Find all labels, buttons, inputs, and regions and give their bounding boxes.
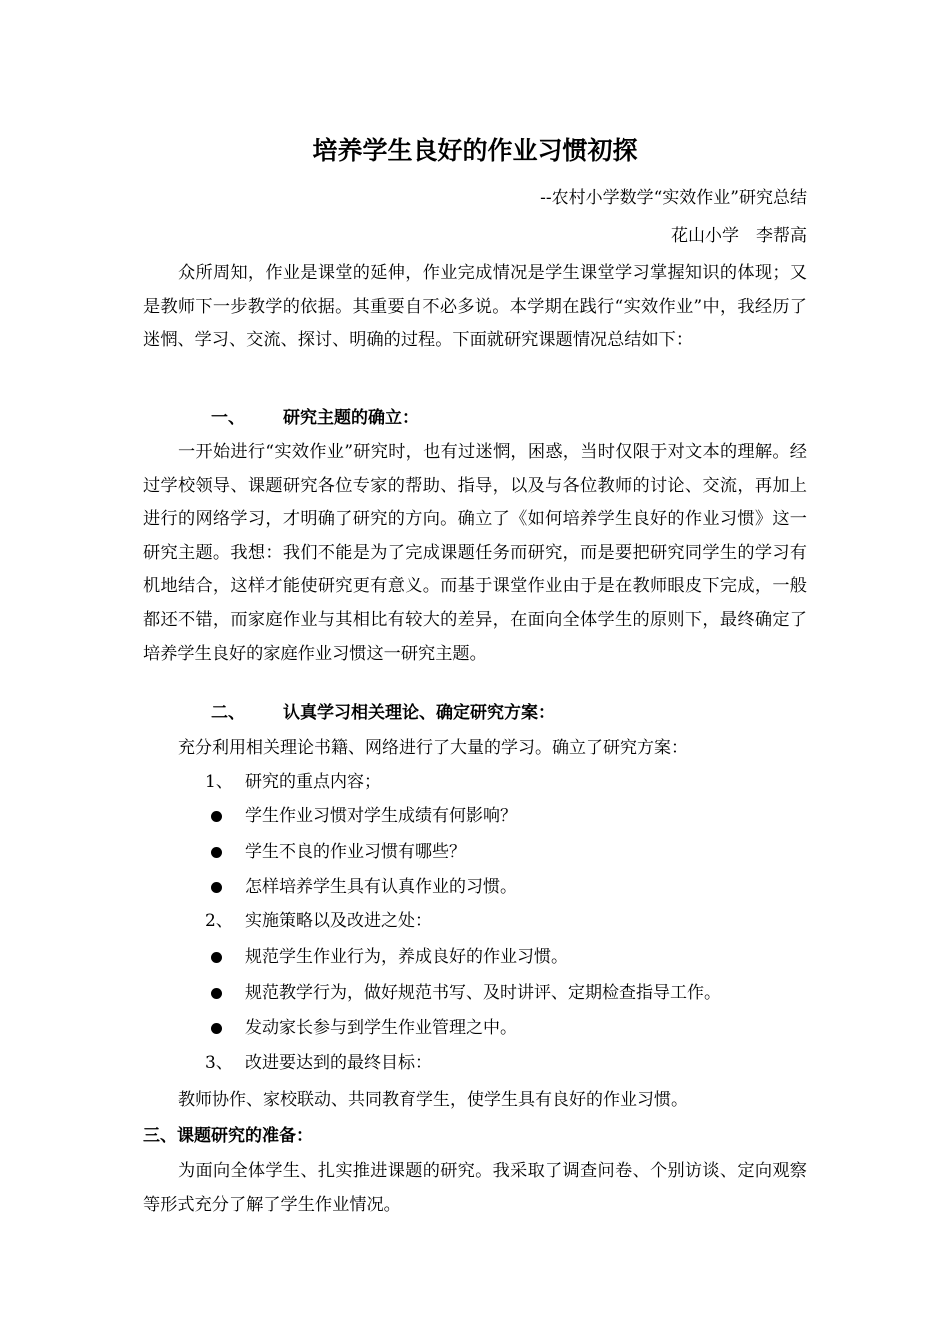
intro-paragraph: 众所周知，作业是课堂的延伸，作业完成情况是学生课堂学习掌握知识的体现；又是教师下一步教学的依据。其重要自不必多说。本学期在践行“实效作业”中，我经历了迷惘、学习、交流、探讨、明确的过程。下面就研究课题情况总结如下： (143, 263, 807, 351)
list-item-3-number: 3、 (205, 1053, 233, 1073)
bullet-text: 规范学生作业行为，养成良好的作业习惯。 (245, 947, 568, 967)
bullet-dot-icon (211, 847, 222, 858)
list-item-3-text: 改进要达到的最终目标： (245, 1053, 432, 1073)
document-subtitle: --农村小学数学“实效作业”研究总结 (540, 188, 807, 208)
bullet-dot-icon (211, 882, 222, 893)
section-2-heading (211, 700, 555, 726)
bullet-text: 学生作业习惯对学生成绩有何影响？ (245, 806, 517, 826)
section-1-heading (211, 405, 419, 431)
list-item-2-text: 实施策略以及改进之处： (245, 911, 432, 931)
section-1-title: 研究主题的确立： (283, 408, 419, 428)
bullet-text: 规范教学行为，做好规范书写、及时讲评、定期检查指导工作。 (245, 983, 721, 1003)
section-2-number: 二、 (211, 703, 245, 723)
bullet-dot-icon (211, 952, 222, 963)
section-3-paragraph: 为面向全体学生、扎实推进课题的研究。我采取了调查问卷、个别访谈、定向观察等形式充分了解了学生作业情况。 (143, 1161, 807, 1215)
bullet-text: 怎样培养学生具有认真作业的习惯。 (245, 877, 517, 897)
bullet-dot-icon (211, 988, 222, 999)
section-2-title: 认真学习相关理论、确定研究方案： (283, 703, 555, 723)
section-1-number: 一、 (211, 408, 245, 428)
list-item-2-number: 2、 (205, 911, 233, 931)
section-3-heading: 三、课题研究的准备： (143, 1126, 313, 1146)
section-1-paragraph: 一开始进行“实效作业”研究时，也有过迷惘，困惑，当时仅限于对文本的理解。经过学校领导、课题研究各位专家的帮助、指导，以及与各位教师的讨论、交流，再加上进行的网络学习，才明确了研究的方向。确立了《如何培养学生良好的作业习惯》这一研究主题。我想：我们不能是为了完成课题任务而研究，而是要把研究同学生的学习有机地结合，这样才能使研究更有意义。而基于课堂作业由于是在教师眼皮下完成，一般都还不错，而家庭作业与其相比有较大的差异，在面向全体学生的原则下，最终确定了培养学生良好的家庭作业习惯这一研究主题。 (143, 442, 807, 664)
section-2-intro: 充分利用相关理论书籍、网络进行了大量的学习。确立了研究方案： (178, 738, 688, 758)
bullet-text: 学生不良的作业习惯有哪些？ (245, 842, 466, 862)
bullet-dot-icon (211, 1023, 222, 1034)
bullet-text: 发动家长参与到学生作业管理之中。 (245, 1018, 517, 1038)
document-title: 培养学生良好的作业习惯初探 (312, 136, 638, 165)
author-line: 花山小学 李帮高 (671, 226, 807, 246)
list-item-1-text: 研究的重点内容； (245, 772, 381, 792)
bullet-dot-icon (211, 811, 222, 822)
goal-paragraph: 教师协作、家校联动、共同教育学生，使学生具有良好的作业习惯。 (178, 1090, 688, 1110)
list-item-1-number: 1、 (205, 772, 233, 792)
